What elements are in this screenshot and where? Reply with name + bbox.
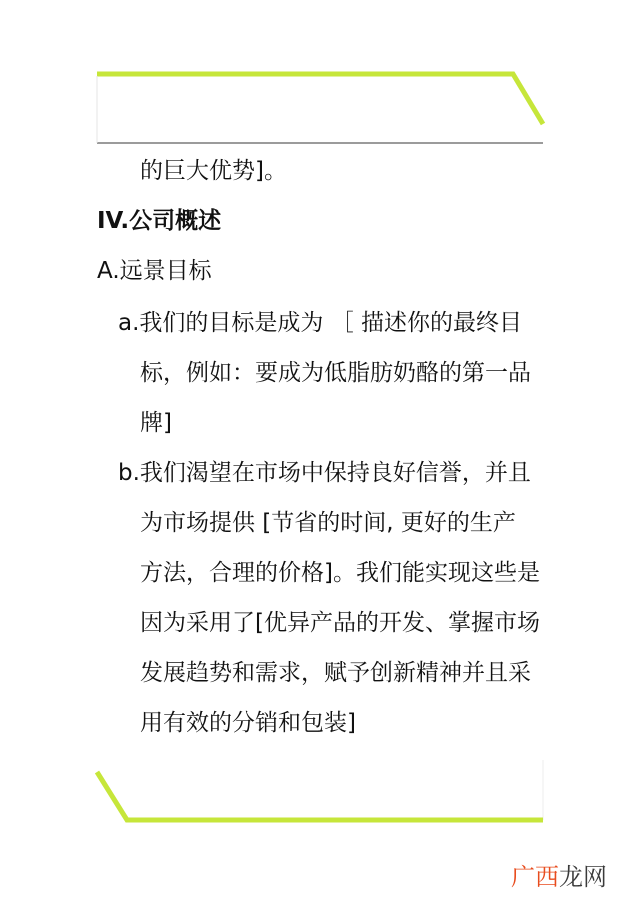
item-b-line-5: 发展趋势和需求，赋予创新精神并且采 <box>140 660 531 686</box>
watermark-part-1: 广西 <box>511 863 559 891</box>
item-a-line-1: a.我们的目标是成为 ［ 描述你的最终目 <box>118 310 523 336</box>
continuation-text: 的巨大优势]。 <box>140 158 287 184</box>
item-b-line-6: 用有效的分销和包装] <box>140 710 356 736</box>
item-b-line-1: b.我们渴望在市场中保持良好信誉，并且 <box>118 460 531 486</box>
bottom-accent-line <box>97 772 543 820</box>
item-a-line-2: 标，例如：要成为低脂肪奶酪的第一品 <box>140 360 531 386</box>
top-accent-line <box>97 74 543 124</box>
item-a-line-3: 牌] <box>140 410 172 436</box>
item-b-line-4: 因为采用了[优异产品的开发、掌握市场 <box>140 610 540 636</box>
item-b-line-3: 方法，合理的价格]。我们能实现这些是 <box>140 560 540 586</box>
subsection-heading: A.远景目标 <box>97 258 212 284</box>
section-heading: IV.公司概述 <box>97 208 222 234</box>
item-b-line-2: 为市场提供 [节省的时间, 更好的生产 <box>140 510 516 536</box>
watermark-part-2: 龙网 <box>559 863 607 891</box>
watermark <box>511 862 607 892</box>
